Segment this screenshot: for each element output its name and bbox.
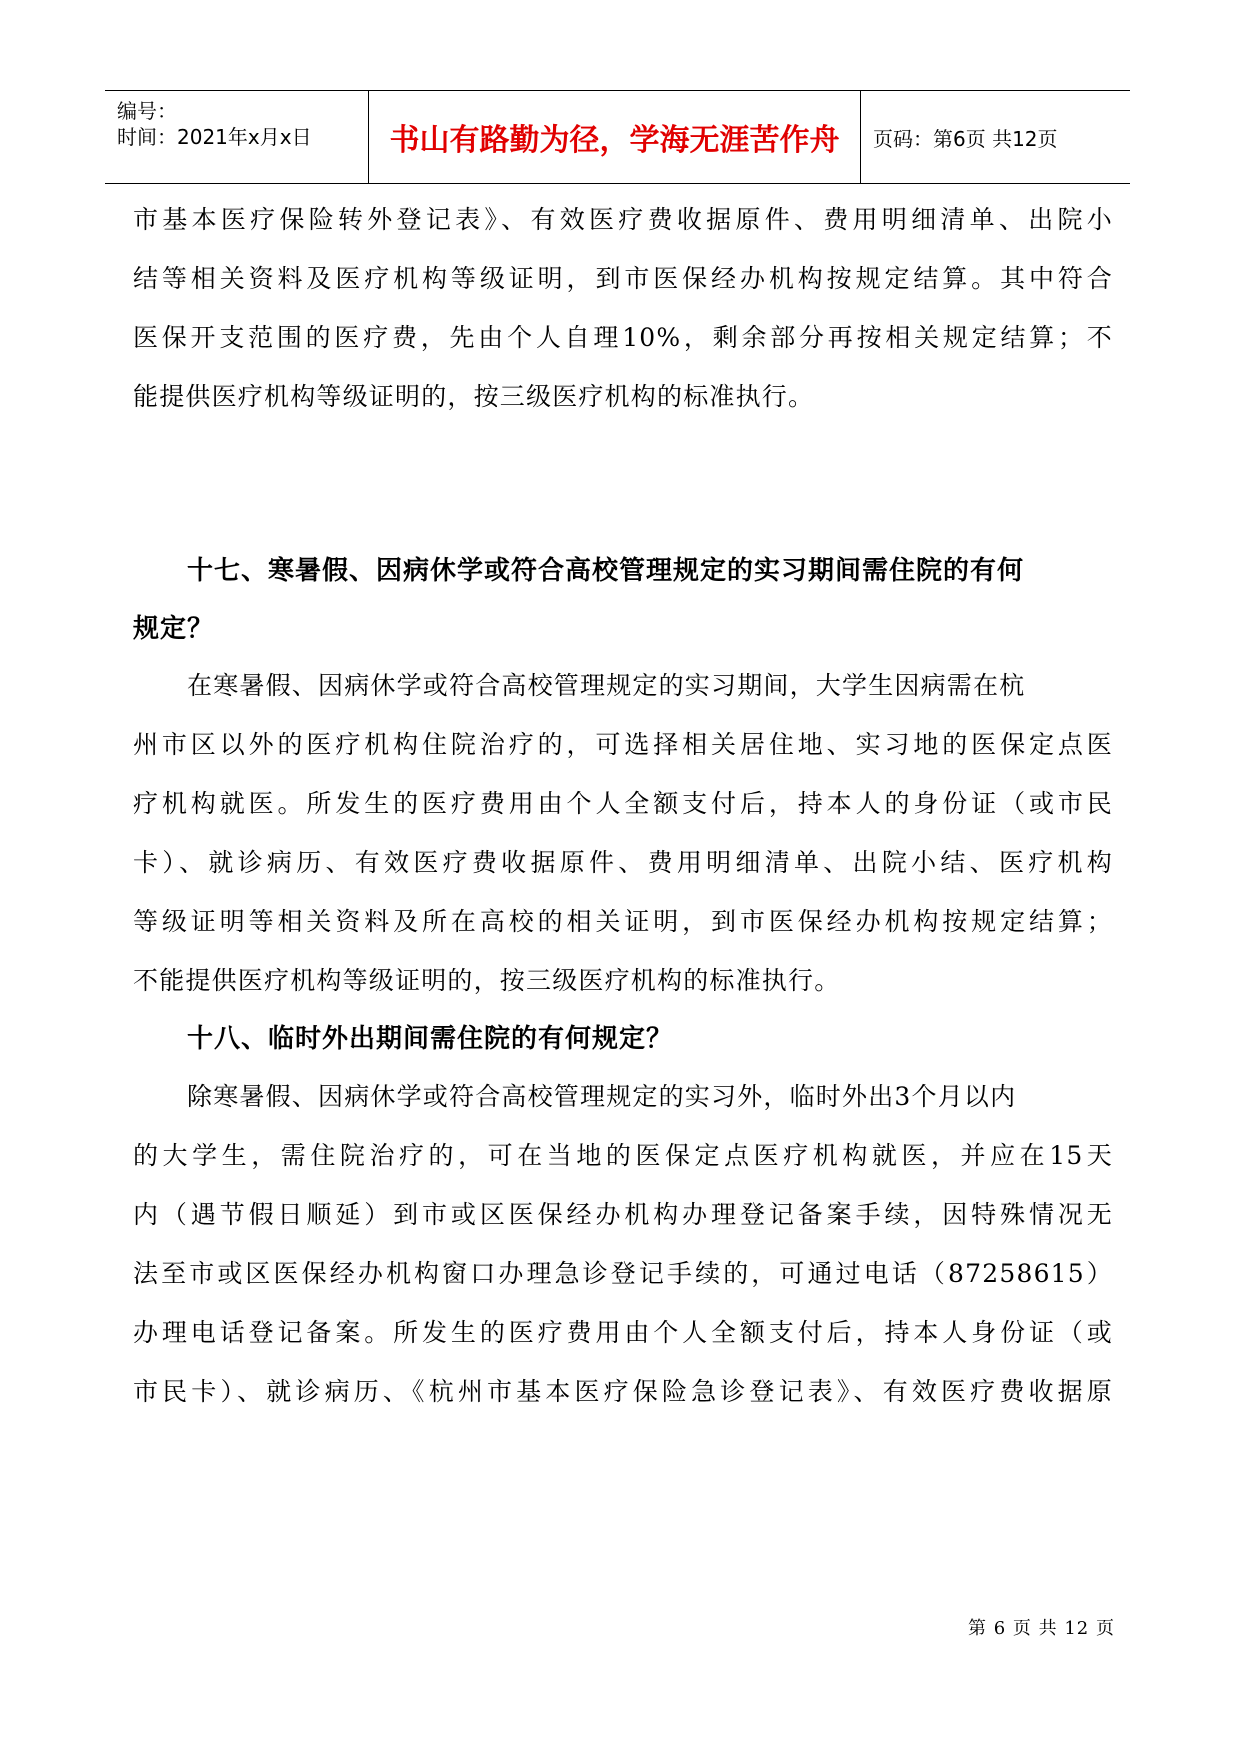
body-line: 办理电话登记备案。所发生的医疗费用由个人全额支付后，持本人身份证（或 [133,1318,1113,1347]
section-heading-17-cont: 规定？ [133,614,215,644]
body-line: 内（遇节假日顺延）到市或区医保经办机构办理登记备案手续，因特殊情况无 [133,1200,1113,1229]
body-line: 的大学生，需住院治疗的，可在当地的医保定点医疗机构就医，并应在15天 [133,1141,1113,1170]
page-header [105,90,1130,184]
body-line: 不能提供医疗机构等级证明的，按三级医疗机构的标准执行。 [133,966,841,995]
document-number-label: 编号： [117,99,177,123]
body-line: 等级证明等相关资料及所在高校的相关证明，到市医保经办机构按规定结算； [133,907,1113,936]
body-line: 结等相关资料及医疗机构等级证明，到市医保经办机构按规定结算。其中符合 [133,264,1113,293]
body-line: 市民卡）、就诊病历、《杭州市基本医疗保险急诊登记表》、有效医疗费收据原 [133,1377,1113,1406]
body-line: 州市区以外的医疗机构住院治疗的，可选择相关居住地、实习地的医保定点医 [133,730,1113,759]
section-heading-18: 十八、临时外出期间需住院的有何规定？ [187,1024,674,1054]
body-line: 医保开支范围的医疗费，先由个人自理10%，剩余部分再按相关规定结算；不 [133,323,1113,352]
body-line: 在寒暑假、因病休学或符合高校管理规定的实习期间，大学生因病需在杭 [187,671,1026,700]
header-motto: 书山有路勤为径，学海无涯苦作舟 [369,91,861,183]
section-heading-17: 十七、寒暑假、因病休学或符合高校管理规定的实习期间需住院的有何 [187,556,1025,586]
body-line: 除寒暑假、因病休学或符合高校管理规定的实习外，临时外出3个月以内 [187,1082,1017,1111]
document-time-label: 时间：2021年x月x日 [117,125,312,149]
page-footer: 第 6 页 共 12 页 [968,1618,1115,1639]
header-page-info: 页码：第6页 共12页 [873,126,1058,151]
body-line: 法至市或区医保经办机构窗口办理急诊登记手续的，可通过电话（87258615） [133,1259,1113,1288]
body-line: 卡）、就诊病历、有效医疗费收据原件、费用明细清单、出院小结、医疗机构 [133,848,1113,877]
header-meta [105,91,369,183]
body-line: 市基本医疗保险转外登记表》、有效医疗费收据原件、费用明细清单、出院小 [133,205,1113,234]
body-line: 能提供医疗机构等级证明的，按三级医疗机构的标准执行。 [133,382,815,411]
body-line: 疗机构就医。所发生的医疗费用由个人全额支付后，持本人的身份证（或市民 [133,789,1113,818]
